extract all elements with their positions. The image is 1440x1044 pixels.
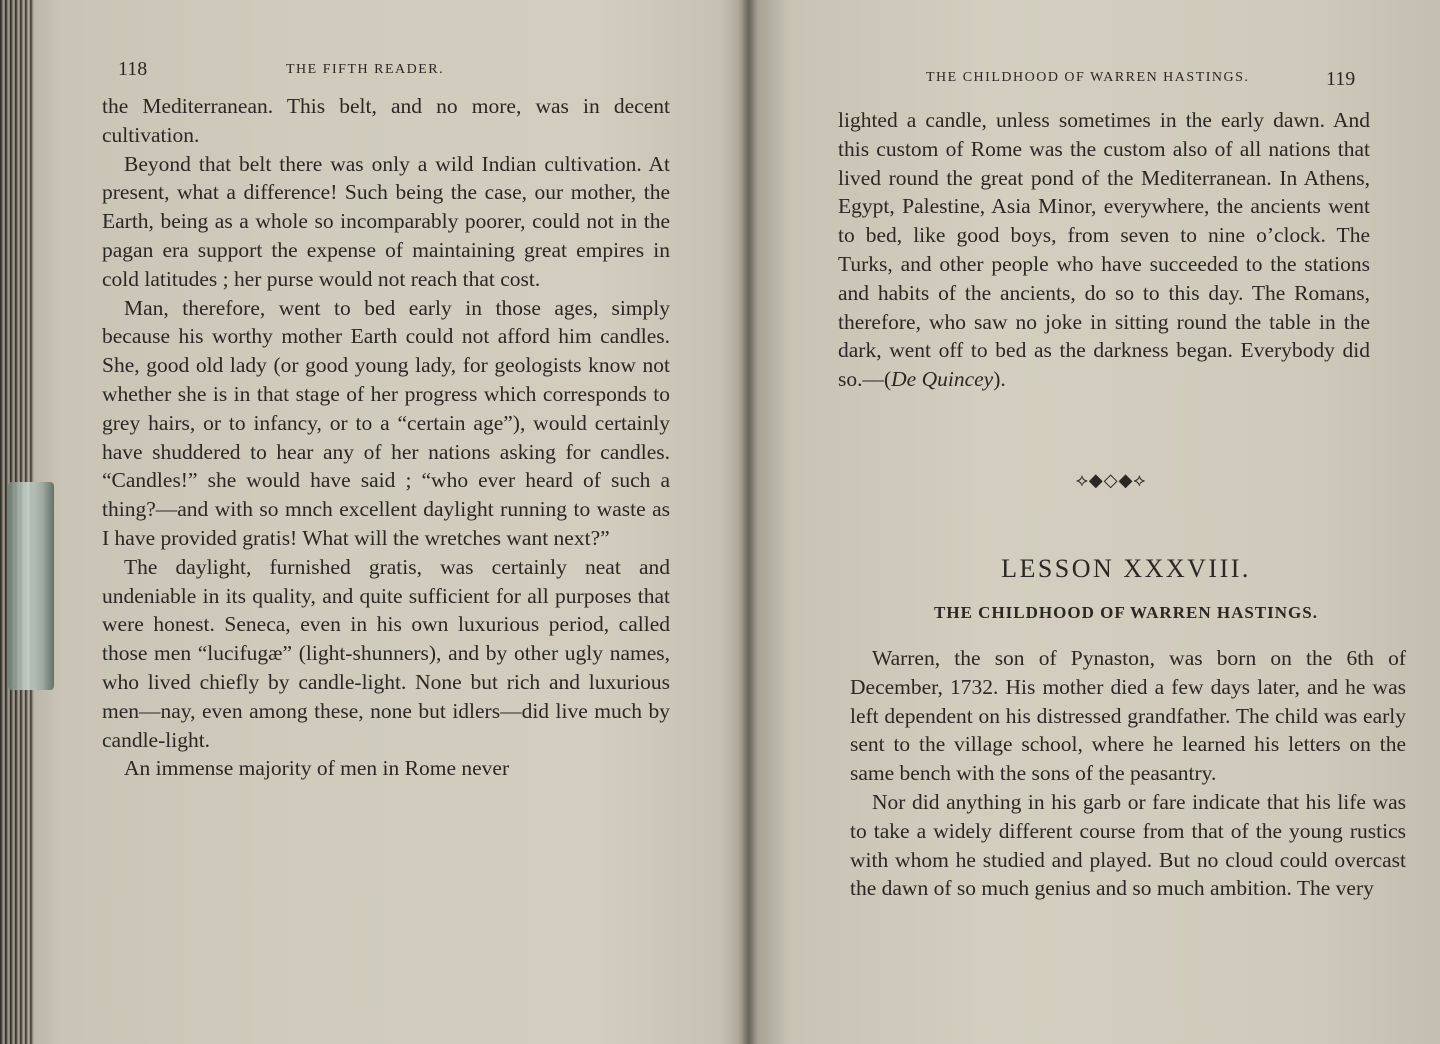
paragraph [838, 106, 1370, 394]
running-title: THE CHILDHOOD OF WARREN HASTINGS. [926, 70, 1250, 85]
paragraph: the Mediterranean. This belt, and no more, was in decent cultivation. [102, 94, 670, 147]
lesson-title: THE CHILDHOOD OF WARREN HASTINGS. [934, 603, 1318, 622]
paragraph: The daylight, furnished gratis, was certainly neat and undeniable in its quality, and quite sufficient for all purposes that were honest. Seneca, even in his own luxurious period, called those men “lucifugæ” (light-shunners), and by other ugly names, who lived chiefly by candle-light. None but rich and luxurious men—nay, even among these, none but idlers—did live much by candle-light. [102, 554, 670, 752]
running-title: THE FIFTH READER. [286, 62, 445, 77]
bookmark-ribbon [8, 482, 54, 690]
paragraph: Warren, the son of Pynaston, was born on the 6th of December, 1732. His mother died a few days later, and he was left dependent on his distressed grandfather. The child was early sent to the village school, where he learned his letters on the same bench with the sons of the peasantry. [850, 646, 1406, 786]
attribution-close: ). [993, 367, 1006, 392]
right-page-text [838, 106, 1370, 394]
paragraph: Nor did anything in his garb or fare indicate that his life was to take a widely different course from that of the young rustics with whom he studied and played. But no cloud could overcast the dawn of so much genius and so much ambition. The very [850, 789, 1406, 901]
right-page [836, 0, 1416, 1044]
left-page [70, 0, 670, 1044]
lesson-heading: LESSON XXXVIII. [1001, 554, 1251, 583]
page-number: 118 [118, 58, 148, 80]
lesson-text [850, 644, 1406, 903]
ornament-divider-icon: ⟡◆◇◆⟡ [1076, 470, 1147, 490]
book-gutter [738, 0, 758, 1044]
paragraph: Beyond that belt there was only a wild Indian cultivation. At present, what a difference! Such being the case, our mother, the Earth, being as a whole so incomparably poorer, could not in the pagan era support the expense of maintaining great empires in cold latitudes ; her purse would not reach that cost. [102, 151, 670, 291]
left-page-header [70, 58, 670, 88]
paragraph: Man, therefore, went to bed early in those ages, simply because his worthy mother Earth could not afford him candles. She, good old lady (or good young lady, for geologists know not whether she is in that stage of her progress which corresponds to grey hairs, or to infancy, or to a “certain age”), would certainly have shuddered to hear any of her nations asking for candles. “Candles!” she would have said ; “who ever heard of such a thing?—and with so mnch excellent daylight running to waste as I have provided gratis! What will the wretches want next?” [102, 295, 670, 550]
page-number: 119 [1326, 68, 1356, 90]
left-page-text [102, 92, 670, 783]
right-page-header [836, 58, 1416, 88]
continuation-text: lighted a candle, unless sometimes in the early dawn. And this custom of Rome was the custom also of all nations that lived round the great pond of the Mediterranean. In Athens, Egypt, Palestine, Asia Minor, everywhere, the ancients went to bed, like good boys, from seven to nine o’clock. The Turks, and other people who have succeeded to the stations and habits of the ancients, do so to this day. The Romans, therefore, who saw no joke in sitting round the table in the dark, went off to bed as the darkness began. Everybody did so.—( [838, 108, 1370, 392]
paragraph: An immense majority of men in Rome never [124, 756, 510, 781]
attribution: De Quincey [891, 367, 994, 392]
